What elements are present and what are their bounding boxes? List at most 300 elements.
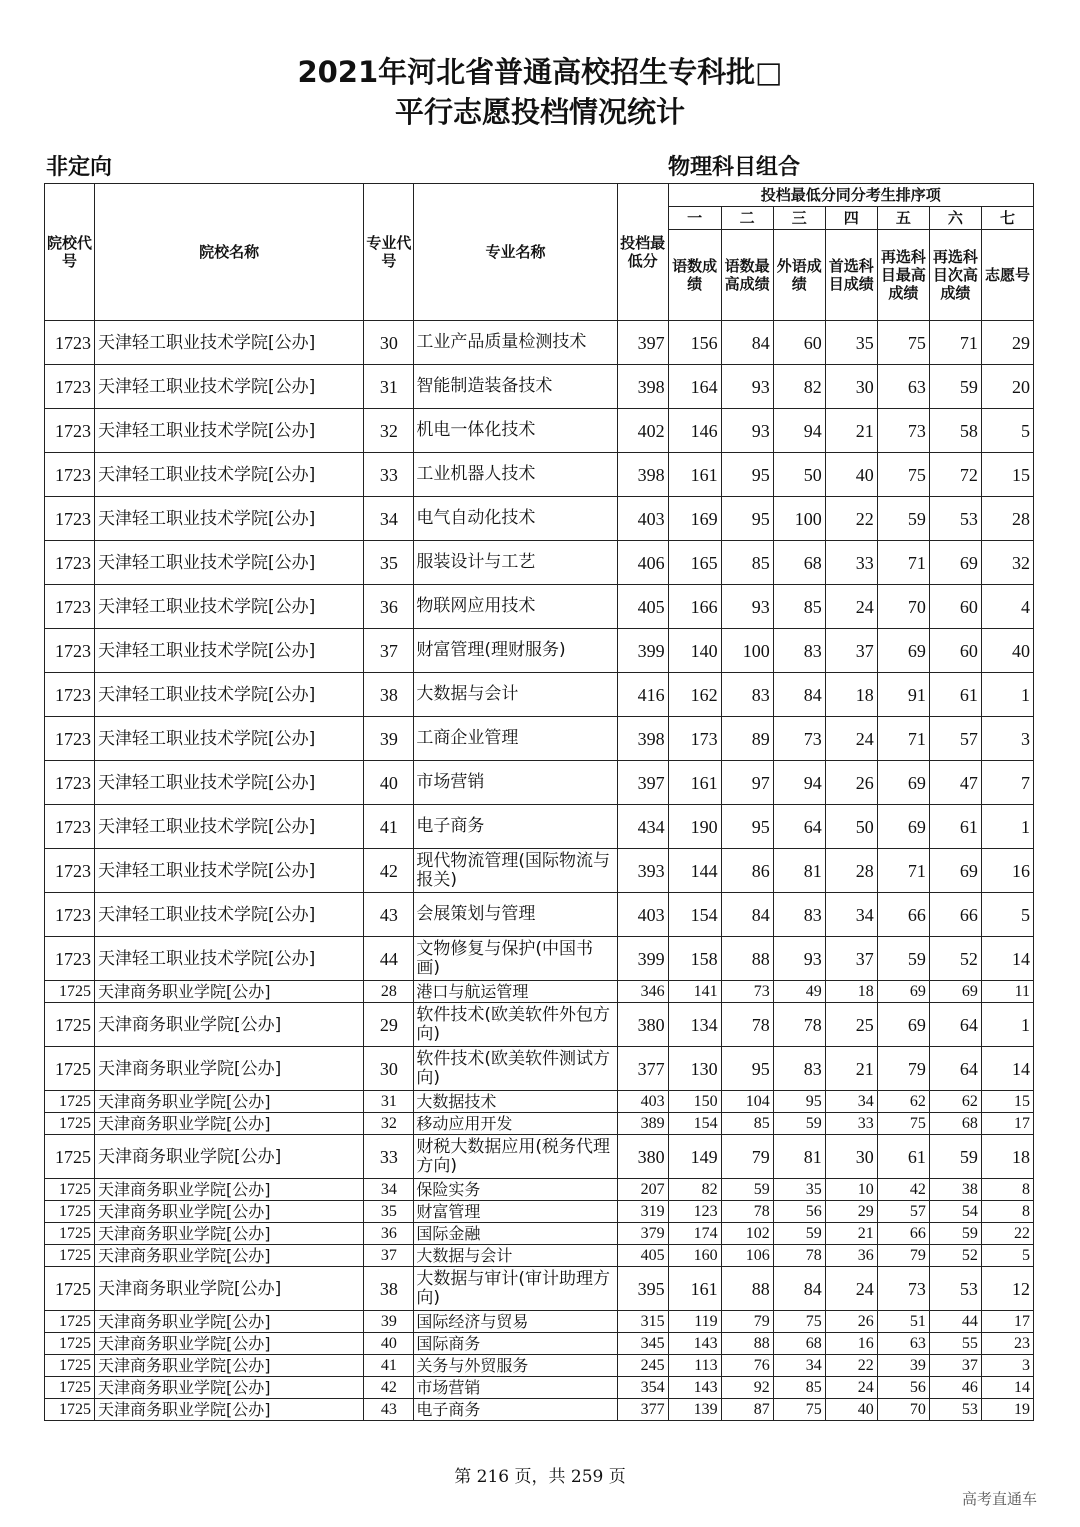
min-score: 207	[617, 1179, 668, 1201]
min-score: 379	[617, 1223, 668, 1245]
school-code: 1725	[45, 1201, 95, 1223]
school-code: 1723	[45, 893, 95, 937]
score-yushu-max: 95	[721, 1047, 773, 1091]
score-yushu-max: 100	[721, 629, 773, 673]
major-name: 会展策划与管理	[414, 893, 617, 937]
score-yushu: 119	[668, 1311, 721, 1333]
score-foreign: 68	[773, 1333, 825, 1355]
score-second-next: 38	[929, 1179, 981, 1201]
table-row	[45, 1399, 1034, 1421]
score-foreign: 81	[773, 849, 825, 893]
score-first-subject: 33	[825, 541, 877, 585]
score-first-subject: 22	[825, 497, 877, 541]
school-name: 天津轻工职业技术学院[公办]	[95, 585, 364, 629]
score-yushu: 82	[668, 1179, 721, 1201]
major-code: 41	[364, 1355, 414, 1377]
school-name: 天津商务职业学院[公办]	[95, 1399, 364, 1421]
school-name: 天津轻工职业技术学院[公办]	[95, 717, 364, 761]
major-name: 市场营销	[414, 761, 617, 805]
score-second-max: 73	[877, 1267, 929, 1311]
score-yushu-max: 88	[721, 1267, 773, 1311]
school-code: 1725	[45, 1223, 95, 1245]
school-name: 天津轻工职业技术学院[公办]	[95, 761, 364, 805]
major-name: 电子商务	[414, 805, 617, 849]
volunteer-number: 1	[981, 673, 1033, 717]
score-foreign: 85	[773, 585, 825, 629]
score-yushu: 166	[668, 585, 721, 629]
school-name: 天津轻工职业技术学院[公办]	[95, 497, 364, 541]
score-yushu: 130	[668, 1047, 721, 1091]
major-code: 40	[364, 1333, 414, 1355]
volunteer-number: 11	[981, 981, 1033, 1003]
major-code: 33	[364, 1135, 414, 1179]
major-code: 30	[364, 321, 414, 365]
volunteer-number: 1	[981, 805, 1033, 849]
score-foreign: 83	[773, 629, 825, 673]
score-second-max: 75	[877, 1113, 929, 1135]
header-subcol: 首选科目成绩	[825, 230, 877, 321]
score-foreign: 84	[773, 673, 825, 717]
score-first-subject: 18	[825, 673, 877, 717]
table-row	[45, 1091, 1034, 1113]
score-first-subject: 36	[825, 1245, 877, 1267]
table-row	[45, 453, 1034, 497]
score-second-next: 69	[929, 541, 981, 585]
volunteer-number: 18	[981, 1135, 1033, 1179]
score-foreign: 84	[773, 1267, 825, 1311]
table-row	[45, 981, 1034, 1003]
min-score: 389	[617, 1113, 668, 1135]
score-foreign: 59	[773, 1223, 825, 1245]
header-rank: 六	[929, 207, 981, 230]
school-name: 天津商务职业学院[公办]	[95, 981, 364, 1003]
table-row	[45, 1223, 1034, 1245]
score-second-max: 69	[877, 981, 929, 1003]
score-foreign: 78	[773, 1245, 825, 1267]
volunteer-number: 3	[981, 1355, 1033, 1377]
header-rank: 一	[668, 207, 721, 230]
score-first-subject: 37	[825, 629, 877, 673]
table-row	[45, 1267, 1034, 1311]
school-code: 1723	[45, 453, 95, 497]
score-yushu: 113	[668, 1355, 721, 1377]
major-code: 32	[364, 1113, 414, 1135]
score-foreign: 56	[773, 1201, 825, 1223]
score-yushu: 146	[668, 409, 721, 453]
volunteer-number: 16	[981, 849, 1033, 893]
school-name: 天津轻工职业技术学院[公办]	[95, 937, 364, 981]
volunteer-number: 5	[981, 1245, 1033, 1267]
score-second-max: 79	[877, 1047, 929, 1091]
score-yushu: 156	[668, 321, 721, 365]
score-foreign: 75	[773, 1399, 825, 1421]
score-first-subject: 24	[825, 1377, 877, 1399]
score-foreign: 81	[773, 1135, 825, 1179]
school-code: 1725	[45, 1333, 95, 1355]
header-min-score: 投档最低分	[617, 184, 668, 321]
score-first-subject: 40	[825, 453, 877, 497]
major-code: 44	[364, 937, 414, 981]
school-code: 1725	[45, 1047, 95, 1091]
major-code: 35	[364, 541, 414, 585]
score-yushu: 174	[668, 1223, 721, 1245]
score-first-subject: 34	[825, 1091, 877, 1113]
page-footer: 第 216 页，共 259 页	[454, 1467, 626, 1487]
score-yushu: 165	[668, 541, 721, 585]
score-first-subject: 24	[825, 585, 877, 629]
score-first-subject: 34	[825, 893, 877, 937]
major-code: 28	[364, 981, 414, 1003]
min-score: 380	[617, 1135, 668, 1179]
score-yushu-max: 84	[721, 321, 773, 365]
major-code: 36	[364, 1223, 414, 1245]
major-code: 43	[364, 1399, 414, 1421]
school-name: 天津轻工职业技术学院[公办]	[95, 409, 364, 453]
score-foreign: 82	[773, 365, 825, 409]
major-code: 29	[364, 1003, 414, 1047]
major-name: 现代物流管理(国际物流与报关)	[414, 849, 617, 893]
school-name: 天津商务职业学院[公办]	[95, 1201, 364, 1223]
score-first-subject: 24	[825, 717, 877, 761]
score-second-next: 52	[929, 937, 981, 981]
major-code: 34	[364, 497, 414, 541]
score-first-subject: 21	[825, 409, 877, 453]
score-yushu: 160	[668, 1245, 721, 1267]
major-name: 软件技术(欧美软件外包方向)	[414, 1003, 617, 1047]
header-rank: 五	[877, 207, 929, 230]
major-name: 工业产品质量检测技术	[414, 321, 617, 365]
school-code: 1723	[45, 321, 95, 365]
score-yushu-max: 95	[721, 497, 773, 541]
school-code: 1725	[45, 1267, 95, 1311]
table-row	[45, 1003, 1034, 1047]
major-code: 39	[364, 1311, 414, 1333]
school-name: 天津商务职业学院[公办]	[95, 1091, 364, 1113]
major-code: 35	[364, 1201, 414, 1223]
score-yushu: 154	[668, 893, 721, 937]
volunteer-number: 14	[981, 937, 1033, 981]
score-yushu: 169	[668, 497, 721, 541]
volunteer-number: 28	[981, 497, 1033, 541]
volunteer-number: 4	[981, 585, 1033, 629]
school-code: 1725	[45, 1113, 95, 1135]
score-foreign: 100	[773, 497, 825, 541]
min-score: 406	[617, 541, 668, 585]
school-code: 1723	[45, 365, 95, 409]
school-name: 天津商务职业学院[公办]	[95, 1355, 364, 1377]
score-second-max: 66	[877, 1223, 929, 1245]
volunteer-number: 17	[981, 1113, 1033, 1135]
min-score: 377	[617, 1047, 668, 1091]
major-name: 物联网应用技术	[414, 585, 617, 629]
header-subcol: 语数成绩	[668, 230, 721, 321]
major-name: 软件技术(欧美软件测试方向)	[414, 1047, 617, 1091]
score-second-next: 53	[929, 1399, 981, 1421]
min-score: 416	[617, 673, 668, 717]
score-second-max: 56	[877, 1377, 929, 1399]
score-yushu-max: 85	[721, 541, 773, 585]
header-school-name: 院校名称	[95, 184, 364, 321]
min-score: 405	[617, 585, 668, 629]
school-name: 天津商务职业学院[公办]	[95, 1377, 364, 1399]
header-rank: 二	[721, 207, 773, 230]
table-row	[45, 1311, 1034, 1333]
score-second-max: 75	[877, 321, 929, 365]
score-yushu-max: 88	[721, 1333, 773, 1355]
header-rank: 七	[981, 207, 1033, 230]
major-name: 市场营销	[414, 1377, 617, 1399]
score-second-next: 64	[929, 1047, 981, 1091]
score-second-max: 66	[877, 893, 929, 937]
score-second-max: 69	[877, 805, 929, 849]
score-second-next: 47	[929, 761, 981, 805]
score-yushu-max: 95	[721, 453, 773, 497]
table-row	[45, 497, 1034, 541]
major-name: 电子商务	[414, 1399, 617, 1421]
score-second-max: 42	[877, 1179, 929, 1201]
major-name: 大数据与会计	[414, 673, 617, 717]
admission-table	[44, 183, 1034, 1421]
min-score: 398	[617, 717, 668, 761]
table-row	[45, 629, 1034, 673]
score-second-next: 61	[929, 673, 981, 717]
score-second-next: 69	[929, 849, 981, 893]
score-second-max: 71	[877, 541, 929, 585]
score-first-subject: 30	[825, 1135, 877, 1179]
score-second-next: 59	[929, 1223, 981, 1245]
major-code: 38	[364, 673, 414, 717]
page-title	[0, 52, 1080, 132]
score-yushu-max: 79	[721, 1311, 773, 1333]
score-second-next: 72	[929, 453, 981, 497]
school-code: 1723	[45, 673, 95, 717]
major-name: 国际商务	[414, 1333, 617, 1355]
score-yushu-max: 79	[721, 1135, 773, 1179]
major-name: 大数据与审计(审计助理方向)	[414, 1267, 617, 1311]
score-yushu: 134	[668, 1003, 721, 1047]
min-score: 397	[617, 321, 668, 365]
score-second-max: 63	[877, 1333, 929, 1355]
min-score: 346	[617, 981, 668, 1003]
table-row	[45, 717, 1034, 761]
score-foreign: 95	[773, 1091, 825, 1113]
major-name: 国际经济与贸易	[414, 1311, 617, 1333]
score-second-next: 66	[929, 893, 981, 937]
major-name: 文物修复与保护(中国书画)	[414, 937, 617, 981]
school-code: 1725	[45, 981, 95, 1003]
score-second-next: 60	[929, 585, 981, 629]
table-row	[45, 1377, 1034, 1399]
score-foreign: 94	[773, 761, 825, 805]
volunteer-number: 15	[981, 453, 1033, 497]
score-second-max: 70	[877, 1399, 929, 1421]
score-first-subject: 24	[825, 1267, 877, 1311]
major-code: 41	[364, 805, 414, 849]
table-row	[45, 893, 1034, 937]
score-second-next: 54	[929, 1201, 981, 1223]
non-directional-label: 非定向	[46, 155, 113, 180]
min-score: 398	[617, 365, 668, 409]
score-second-next: 69	[929, 981, 981, 1003]
score-second-next: 52	[929, 1245, 981, 1267]
table-row	[45, 673, 1034, 717]
school-code: 1725	[45, 1377, 95, 1399]
major-name: 智能制造装备技术	[414, 365, 617, 409]
header-subcol: 语数最高成绩	[721, 230, 773, 321]
school-name: 天津商务职业学院[公办]	[95, 1245, 364, 1267]
volunteer-number: 22	[981, 1223, 1033, 1245]
min-score: 403	[617, 1091, 668, 1113]
school-name: 天津轻工职业技术学院[公办]	[95, 321, 364, 365]
major-name: 关务与外贸服务	[414, 1355, 617, 1377]
score-foreign: 50	[773, 453, 825, 497]
school-code: 1723	[45, 805, 95, 849]
volunteer-number: 7	[981, 761, 1033, 805]
score-yushu: 150	[668, 1091, 721, 1113]
score-yushu: 158	[668, 937, 721, 981]
school-name: 天津商务职业学院[公办]	[95, 1003, 364, 1047]
score-foreign: 73	[773, 717, 825, 761]
school-name: 天津商务职业学院[公办]	[95, 1113, 364, 1135]
major-code: 42	[364, 849, 414, 893]
volunteer-number: 19	[981, 1399, 1033, 1421]
table-row	[45, 1245, 1034, 1267]
score-yushu-max: 87	[721, 1399, 773, 1421]
score-first-subject: 28	[825, 849, 877, 893]
school-code: 1725	[45, 1135, 95, 1179]
school-code: 1725	[45, 1091, 95, 1113]
school-name: 天津商务职业学院[公办]	[95, 1311, 364, 1333]
score-second-max: 63	[877, 365, 929, 409]
score-yushu-max: 93	[721, 365, 773, 409]
table-row	[45, 1333, 1034, 1355]
min-score: 402	[617, 409, 668, 453]
table-row	[45, 321, 1034, 365]
table-row	[45, 585, 1034, 629]
score-yushu-max: 104	[721, 1091, 773, 1113]
score-second-next: 57	[929, 717, 981, 761]
min-score: 380	[617, 1003, 668, 1047]
score-yushu-max: 73	[721, 981, 773, 1003]
score-yushu-max: 86	[721, 849, 773, 893]
table-row	[45, 541, 1034, 585]
min-score: 395	[617, 1267, 668, 1311]
header-major-code: 专业代号	[364, 184, 414, 321]
school-name: 天津轻工职业技术学院[公办]	[95, 849, 364, 893]
score-first-subject: 22	[825, 1355, 877, 1377]
score-yushu-max: 92	[721, 1377, 773, 1399]
major-name: 工业机器人技术	[414, 453, 617, 497]
major-name: 港口与航运管理	[414, 981, 617, 1003]
volunteer-number: 14	[981, 1047, 1033, 1091]
score-second-next: 61	[929, 805, 981, 849]
score-yushu: 154	[668, 1113, 721, 1135]
school-code: 1725	[45, 1179, 95, 1201]
score-yushu: 143	[668, 1377, 721, 1399]
major-code: 43	[364, 893, 414, 937]
score-foreign: 83	[773, 1047, 825, 1091]
school-name: 天津商务职业学院[公办]	[95, 1135, 364, 1179]
score-first-subject: 10	[825, 1179, 877, 1201]
major-code: 38	[364, 1267, 414, 1311]
volunteer-number: 23	[981, 1333, 1033, 1355]
score-yushu-max: 106	[721, 1245, 773, 1267]
score-yushu: 149	[668, 1135, 721, 1179]
score-first-subject: 40	[825, 1399, 877, 1421]
header-subcol: 志愿号	[981, 230, 1033, 321]
score-yushu: 144	[668, 849, 721, 893]
major-code: 42	[364, 1377, 414, 1399]
major-code: 31	[364, 1091, 414, 1113]
table-row	[45, 1355, 1034, 1377]
volunteer-number: 29	[981, 321, 1033, 365]
score-first-subject: 35	[825, 321, 877, 365]
volunteer-number: 32	[981, 541, 1033, 585]
school-name: 天津轻工职业技术学院[公办]	[95, 541, 364, 585]
school-code: 1723	[45, 497, 95, 541]
score-yushu: 123	[668, 1201, 721, 1223]
score-second-next: 46	[929, 1377, 981, 1399]
school-name: 天津轻工职业技术学院[公办]	[95, 453, 364, 497]
score-second-max: 62	[877, 1091, 929, 1113]
score-second-next: 59	[929, 365, 981, 409]
volunteer-number: 1	[981, 1003, 1033, 1047]
score-yushu-max: 85	[721, 1113, 773, 1135]
major-code: 30	[364, 1047, 414, 1091]
volunteer-number: 14	[981, 1377, 1033, 1399]
school-name: 天津轻工职业技术学院[公办]	[95, 893, 364, 937]
school-code: 1723	[45, 585, 95, 629]
score-first-subject: 18	[825, 981, 877, 1003]
score-second-max: 69	[877, 1003, 929, 1047]
header-subcol: 再选科目次高成绩	[929, 230, 981, 321]
score-second-next: 37	[929, 1355, 981, 1377]
score-yushu: 190	[668, 805, 721, 849]
score-foreign: 93	[773, 937, 825, 981]
score-yushu: 164	[668, 365, 721, 409]
score-yushu-max: 76	[721, 1355, 773, 1377]
min-score: 403	[617, 497, 668, 541]
table-row	[45, 761, 1034, 805]
score-first-subject: 26	[825, 761, 877, 805]
score-second-next: 62	[929, 1091, 981, 1113]
score-yushu: 141	[668, 981, 721, 1003]
score-first-subject: 30	[825, 365, 877, 409]
score-second-max: 91	[877, 673, 929, 717]
volunteer-number: 8	[981, 1201, 1033, 1223]
school-code: 1725	[45, 1311, 95, 1333]
score-foreign: 35	[773, 1179, 825, 1201]
major-name: 财税大数据应用(税务代理方向)	[414, 1135, 617, 1179]
volunteer-number: 5	[981, 409, 1033, 453]
score-first-subject: 25	[825, 1003, 877, 1047]
min-score: 345	[617, 1333, 668, 1355]
score-second-max: 59	[877, 937, 929, 981]
min-score: 354	[617, 1377, 668, 1399]
score-yushu: 143	[668, 1333, 721, 1355]
score-yushu-max: 78	[721, 1003, 773, 1047]
score-yushu-max: 59	[721, 1179, 773, 1201]
table-row	[45, 1135, 1034, 1179]
score-yushu: 139	[668, 1399, 721, 1421]
score-foreign: 83	[773, 893, 825, 937]
major-code: 34	[364, 1179, 414, 1201]
score-second-max: 61	[877, 1135, 929, 1179]
score-second-next: 44	[929, 1311, 981, 1333]
table-row	[45, 1047, 1034, 1091]
school-code: 1723	[45, 541, 95, 585]
score-second-max: 75	[877, 453, 929, 497]
